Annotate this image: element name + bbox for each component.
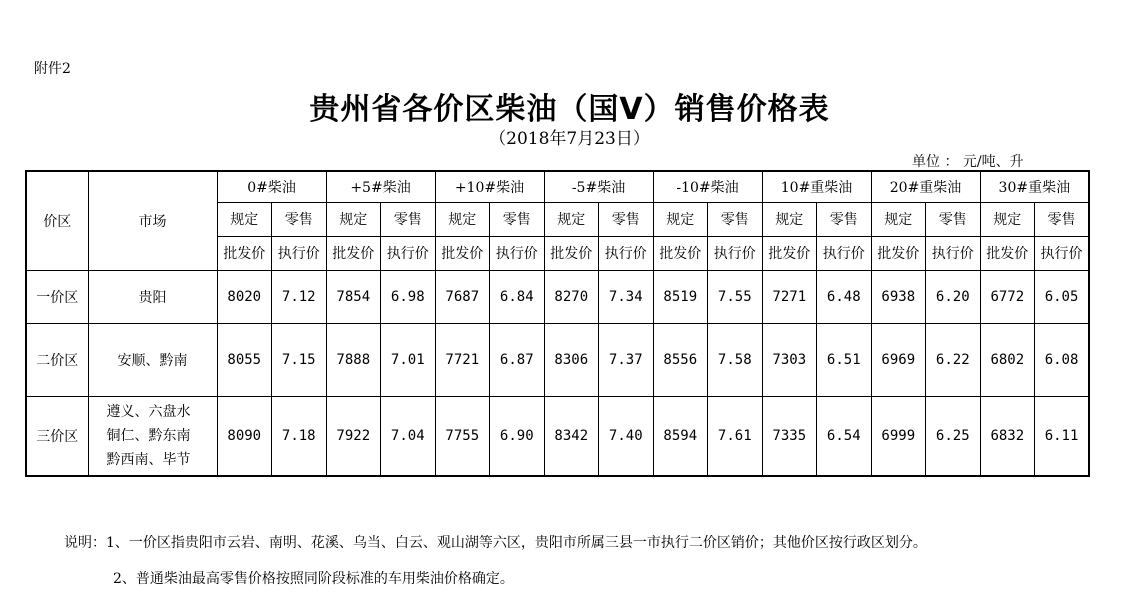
header-wholesale-label: 规定 bbox=[980, 202, 1035, 236]
region-cell: 三价区 bbox=[26, 396, 88, 476]
wholesale-price-cell: 8306 bbox=[544, 323, 599, 396]
header-retail-label: 执行价 bbox=[926, 236, 981, 270]
unit-label: 单位 ： 元/吨、升 bbox=[912, 154, 1024, 170]
retail-price-cell: 6.90 bbox=[490, 396, 545, 476]
header-wholesale-label: 批发价 bbox=[871, 236, 926, 270]
header-retail-label: 执行价 bbox=[817, 236, 872, 270]
header-retail-label: 执行价 bbox=[599, 236, 654, 270]
retail-price-cell: 6.25 bbox=[926, 396, 981, 476]
wholesale-price-cell: 6969 bbox=[871, 323, 926, 396]
price-table bbox=[25, 170, 1090, 477]
retail-price-cell: 6.05 bbox=[1035, 270, 1090, 323]
header-wholesale-label: 批发价 bbox=[762, 236, 817, 270]
retail-price-cell: 7.58 bbox=[708, 323, 763, 396]
date-subtitle: （2018年7月23日） bbox=[489, 129, 650, 149]
header-product: 0#柴油 bbox=[217, 171, 326, 202]
header-retail-label: 零售 bbox=[817, 202, 872, 236]
header-region: 价区 bbox=[26, 171, 88, 270]
header-retail-label: 零售 bbox=[490, 202, 545, 236]
market-cell bbox=[88, 396, 217, 476]
retail-price-cell: 6.51 bbox=[817, 323, 872, 396]
header-retail-label: 零售 bbox=[381, 202, 436, 236]
header-product: 10#重柴油 bbox=[762, 171, 871, 202]
wholesale-price-cell: 8594 bbox=[653, 396, 708, 476]
header-retail-label: 零售 bbox=[926, 202, 981, 236]
header-wholesale-label: 批发价 bbox=[980, 236, 1035, 270]
retail-price-cell: 6.48 bbox=[817, 270, 872, 323]
header-wholesale-label: 规定 bbox=[871, 202, 926, 236]
wholesale-price-cell: 6938 bbox=[871, 270, 926, 323]
wholesale-price-cell: 7687 bbox=[435, 270, 490, 323]
header-wholesale-label: 批发价 bbox=[544, 236, 599, 270]
region-cell: 一价区 bbox=[26, 270, 88, 323]
wholesale-price-cell: 7922 bbox=[326, 396, 381, 476]
wholesale-price-cell: 8270 bbox=[544, 270, 599, 323]
wholesale-price-cell: 7271 bbox=[762, 270, 817, 323]
page-title: 贵州省各价区柴油（国Ⅴ）销售价格表 bbox=[309, 92, 830, 127]
market-name: 遵义、六盘水 bbox=[106, 403, 191, 420]
header-retail-label: 零售 bbox=[599, 202, 654, 236]
wholesale-price-cell: 7335 bbox=[762, 396, 817, 476]
header-product: +5#柴油 bbox=[326, 171, 435, 202]
header-product: +10#柴油 bbox=[435, 171, 544, 202]
header-wholesale-label: 规定 bbox=[544, 202, 599, 236]
header-wholesale-label: 规定 bbox=[653, 202, 708, 236]
header-product: -5#柴油 bbox=[544, 171, 653, 202]
retail-price-cell: 6.22 bbox=[926, 323, 981, 396]
retail-price-cell: 7.01 bbox=[381, 323, 436, 396]
header-wholesale-label: 规定 bbox=[217, 202, 272, 236]
retail-price-cell: 7.15 bbox=[272, 323, 327, 396]
table-body bbox=[26, 270, 1089, 476]
table-row bbox=[26, 396, 1089, 476]
header-wholesale-label: 批发价 bbox=[326, 236, 381, 270]
retail-price-cell: 6.84 bbox=[490, 270, 545, 323]
header-retail-label: 执行价 bbox=[708, 236, 763, 270]
wholesale-price-cell: 8090 bbox=[217, 396, 272, 476]
retail-price-cell: 6.11 bbox=[1035, 396, 1090, 476]
table-row bbox=[26, 323, 1089, 396]
market-name: 铜仁、黔东南 bbox=[106, 427, 191, 444]
header-row-products bbox=[26, 171, 1089, 202]
wholesale-price-cell: 6802 bbox=[980, 323, 1035, 396]
header-retail-label: 执行价 bbox=[272, 236, 327, 270]
header-retail-label: 零售 bbox=[708, 202, 763, 236]
header-product: -10#柴油 bbox=[653, 171, 762, 202]
retail-price-cell: 7.61 bbox=[708, 396, 763, 476]
market-name: 贵阳 bbox=[138, 289, 167, 306]
note-line-1: 说明：1、一价区指贵阳市云岩、南明、花溪、乌当、白云、观山湖等六区，贵阳市所属三县一市执行二价区销价；其他价区按行政区划分。 bbox=[64, 535, 927, 551]
retail-price-cell: 7.18 bbox=[272, 396, 327, 476]
wholesale-price-cell: 8556 bbox=[653, 323, 708, 396]
market-cell bbox=[88, 323, 217, 396]
retail-price-cell: 6.87 bbox=[490, 323, 545, 396]
wholesale-price-cell: 8020 bbox=[217, 270, 272, 323]
wholesale-price-cell: 6832 bbox=[980, 396, 1035, 476]
retail-price-cell: 7.40 bbox=[599, 396, 654, 476]
header-product: 20#重柴油 bbox=[871, 171, 980, 202]
table-row bbox=[26, 270, 1089, 323]
retail-price-cell: 7.04 bbox=[381, 396, 436, 476]
attachment-label: 附件2 bbox=[34, 61, 71, 77]
wholesale-price-cell: 8055 bbox=[217, 323, 272, 396]
wholesale-price-cell: 6999 bbox=[871, 396, 926, 476]
header-retail-label: 执行价 bbox=[1035, 236, 1090, 270]
wholesale-price-cell: 7888 bbox=[326, 323, 381, 396]
header-market: 市场 bbox=[88, 171, 217, 270]
wholesale-price-cell: 7303 bbox=[762, 323, 817, 396]
header-retail-label: 执行价 bbox=[381, 236, 436, 270]
wholesale-price-cell: 7854 bbox=[326, 270, 381, 323]
wholesale-price-cell: 8519 bbox=[653, 270, 708, 323]
market-name: 黔西南、毕节 bbox=[106, 451, 191, 468]
header-retail-label: 零售 bbox=[272, 202, 327, 236]
header-retail-label: 零售 bbox=[1035, 202, 1090, 236]
header-wholesale-label: 规定 bbox=[762, 202, 817, 236]
retail-price-cell: 6.20 bbox=[926, 270, 981, 323]
header-wholesale-label: 批发价 bbox=[653, 236, 708, 270]
header-retail-label: 执行价 bbox=[490, 236, 545, 270]
retail-price-cell: 6.98 bbox=[381, 270, 436, 323]
market-cell bbox=[88, 270, 217, 323]
retail-price-cell: 6.54 bbox=[817, 396, 872, 476]
retail-price-cell: 6.08 bbox=[1035, 323, 1090, 396]
note-line-2: 2、普通柴油最高零售价格按照同阶段标准的车用柴油价格确定。 bbox=[113, 571, 514, 587]
retail-price-cell: 7.37 bbox=[599, 323, 654, 396]
region-cell: 二价区 bbox=[26, 323, 88, 396]
wholesale-price-cell: 8342 bbox=[544, 396, 599, 476]
wholesale-price-cell: 7721 bbox=[435, 323, 490, 396]
header-wholesale-label: 批发价 bbox=[217, 236, 272, 270]
wholesale-price-cell: 6772 bbox=[980, 270, 1035, 323]
wholesale-price-cell: 7755 bbox=[435, 396, 490, 476]
retail-price-cell: 7.55 bbox=[708, 270, 763, 323]
header-wholesale-label: 规定 bbox=[326, 202, 381, 236]
retail-price-cell: 7.12 bbox=[272, 270, 327, 323]
retail-price-cell: 7.34 bbox=[599, 270, 654, 323]
header-product: 30#重柴油 bbox=[980, 171, 1089, 202]
market-name: 安顺、黔南 bbox=[117, 352, 188, 369]
header-wholesale-label: 规定 bbox=[435, 202, 490, 236]
header-wholesale-label: 批发价 bbox=[435, 236, 490, 270]
